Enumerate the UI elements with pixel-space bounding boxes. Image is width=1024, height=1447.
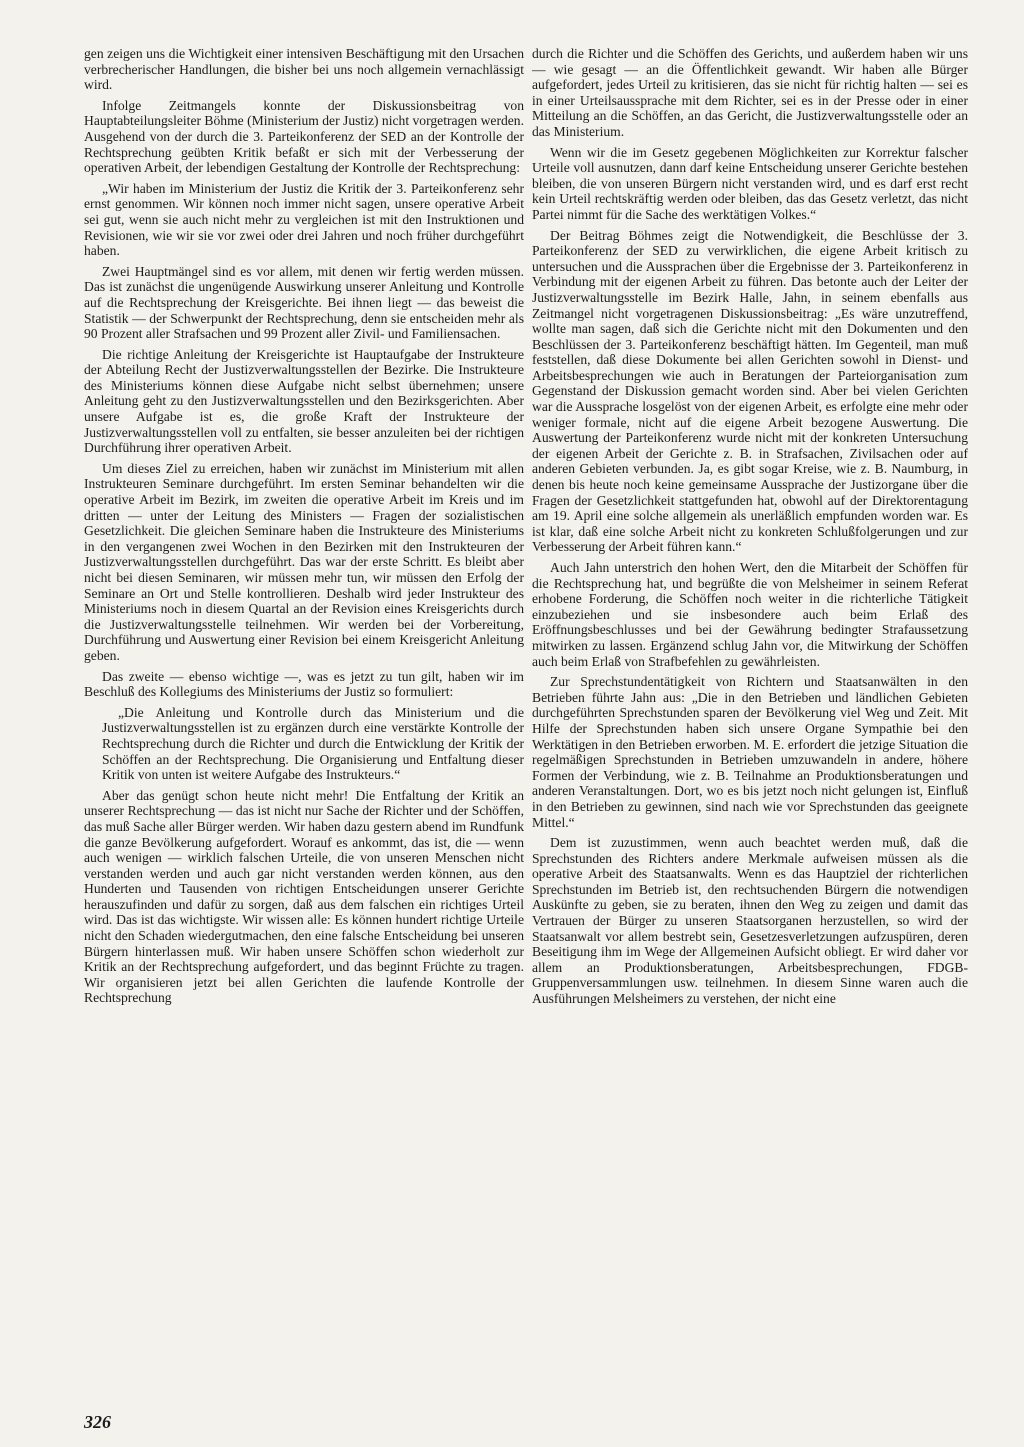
paragraph: Die richtige Anleitung der Kreisgerichte ist Hauptaufgabe der Instrukteure der Abteilung Recht der Justizverwaltungsstellen der Bezirke. Die Instrukteure des Ministeriums können diese Aufgabe nicht selbst übernehmen; unsere Anleitung geht zu den Justizverwaltungsstellen und den Bezirksgerichten. Aber unsere Aufgabe ist es, die große Kraft der Instrukteure der Justizverwaltungsstellen voll zu entfalten, sie besser anzuleiten bei der richtigen Durchführung ihrer operativen Arbeit. — [84, 346, 524, 456]
paragraph: Wenn wir die im Gesetz gegebenen Möglichkeiten zur Korrektur falscher Urteile voll ausnutzen, dann darf keine Entscheidung unserer Gerichte bestehen bleiben, die von unseren Bürgern nicht verstanden wird, und es darf erst recht kein Urteil rechtskräftig werden oder bleiben, das das Gesetz verletzt, das nicht Partei nimmt für die Sache des werktätigen Volkes.“ — [532, 144, 968, 222]
paragraph: Zur Sprechstundentätigkeit von Richtern und Staatsanwälten in den Betrieben führte Jahn aus: „Die in den Betrieben und ländlichen Gebieten durchgeführten Sprechstunden sparen der Bevölkerung viel Weg und Zeit. Mit Hilfe der Sprechstunden haben sich unsere Organe Sympathie bei den Werktätigen in den Betrieben erworben. M. E. erfordert die jetzige Situation die regelmäßigen Sprechstunden in Betrieben umzuwandeln in andere, höhere Formen der Verbindung, wie z. B. Teilnahme an Produktionsberatungen und anderen Veranstaltungen. Dort, wo es bis jetzt noch nicht gelungen ist, Einfluß in den Betrieben zu gewinnen, sind nach wie vor Sprechstunden das geeignete Mittel.“ — [532, 674, 968, 830]
paragraph: Zwei Hauptmängel sind es vor allem, mit denen wir fertig werden müssen. Das ist zunächst die ungenügende Auswirkung unserer Anleitung und Kontrolle auf die Rechtsprechung der Kreisgerichte. Bei ihnen liegt — das beweist die Statistik — der Schwerpunkt der Rechtsprechung, denn sie entscheiden mehr als 90 Prozent aller Strafsachen und 99 Prozent aller Zivil- und Familiensachen. — [84, 263, 524, 342]
page-number: 326 — [84, 1412, 111, 1432]
left-column — [84, 46, 524, 1011]
paragraph: Dem ist zuzustimmen, wenn auch beachtet werden muß, daß die Sprechstunden des Richters andere Merkmale aufweisen müssen als die operative Arbeit des Staatsanwalts. Wenn es das Hauptziel der richterlichen Sprechstunden im Betrieb ist, den rechtsuchenden Bürgern die notwendigen Auskünfte zu geben, sie zu beraten, ihnen den Weg zu zeigen und damit das Vertrauen der Bürger zu unseren Staatsorganen herzustellen, so wird der Staatsanwalt vor allem bestrebt sein, Gesetzesverletzungen aufzuspüren, deren Beseitigung ihm im Wege der Allgemeinen Aufsicht obliegt. Er wird daher vor allem an Produktionsberatungen, Arbeitsbesprechungen, FDGB-Gruppenversammlungen usw. teilnehmen. In diesem Sinne waren auch die Ausführungen Melsheimers zu verstehen, der nicht eine — [532, 835, 968, 1007]
paragraph: Aber das genügt schon heute nicht mehr! Die Entfaltung der Kritik an unserer Rechtsprechung — das ist nicht nur Sache der Richter und der Schöffen, das muß Sache aller Bürger werden. Wir haben dazu gestern abend im Rundfunk die ganze Bevölkerung aufgefordert. Worauf es ankommt, das ist, die — wenn auch wenigen — wirklich falschen Urteile, die von unseren Menschen nicht verstanden werden und auch gar nicht verstanden werden können, aus den Hunderten und Tausenden von richtigen Entscheidungen unserer Gerichte herauszufinden und dafür zu sorgen, daß aus dem falschen ein richtiges Urteil wird. Das ist das wichtigste. Wir wissen alle: Es können hundert richtige Urteile nicht den Schaden wiedergutmachen, den eine falsche Entscheidung bei unseren Bürgern hinterlassen muß. Wir haben unsere Schöffen schon wiederholt zur Kritik an der Rechtsprechung aufgefordert, und das beginnt Früchte zu tragen. Wir organisieren jetzt bei allen Gerichten die laufende Kontrolle der Rechtsprechung — [84, 787, 524, 1006]
paragraph: „Wir haben im Ministerium der Justiz die Kritik der 3. Parteikonferenz sehr ernst genommen. Wir können noch immer nicht sagen, unsere operative Arbeit sei gut, wenn sie auch nicht mehr zu vergleichen ist mit den Instruktionen und Revisionen, wie wir sie vor zwei oder drei Jahren und noch früher durchgeführt haben. — [84, 180, 524, 259]
quoted-resolution: „Die Anleitung und Kontrolle durch das Ministerium und die Justizverwaltungsstellen ist zu ergänzen durch eine verstärkte Kontrolle der Rechtsprechung durch die Richter und durch die Entwicklung der Kritik der Schöffen an der Rechtsprechung. Die Organisierung und Entfaltung dieser Kritik von unten ist weitere Aufgabe des Instrukteurs.“ — [102, 704, 524, 783]
paragraph: durch die Richter und die Schöffen des Gerichts, und außerdem haben wir uns — wie gesagt — an die Öffentlichkeit gewandt. Wir haben alle Bürger aufgefordert, jedes Urteil zu kritisieren, das sie nicht für richtig halten — sei es in einer Urteilsaussprache mit dem Richter, sei es in der Presse oder in einer Mitteilung an die Schöffen, an das Gericht, die Justizverwaltungsstelle oder an das Ministerium. — [532, 46, 968, 139]
paragraph: Auch Jahn unterstrich den hohen Wert, den die Mitarbeit der Schöffen für die Rechtsprechung hat, und begrüßte die von Melsheimer in seinem Referat erhobene Forderung, die Schöffen noch weiter in die richterliche Tätigkeit einzubeziehen und sie insbesondere auch beim Erlaß des Eröffnungsbeschlusses und bei der Gewährung bedingter Strafaussetzung mitwirken zu lassen. Ergänzend schlug Jahn vor, die Mitwirkung der Schöffen auch beim Erlaß von Strafbefehlen zu gewährleisten. — [532, 560, 968, 669]
paragraph: gen zeigen uns die Wichtigkeit einer intensiven Beschäftigung mit den Ursachen verbrecherischer Handlungen, die bisher bei uns noch allgemein vernachlässigt wird. — [84, 46, 524, 93]
right-column — [532, 46, 968, 1012]
paragraph: Um dieses Ziel zu erreichen, haben wir zunächst im Ministerium mit allen Instrukteuren Seminare durchgeführt. Im ersten Seminar behandelten wir die operative Arbeit im Bezirk, im zweiten die operative Arbeit im Kreis und im dritten — unter der Leitung des Ministers — Fragen der sozialistischen Gesetzlichkeit. Die gleichen Seminare haben die Instrukteure des Ministeriums in den vergangenen zwei Wochen in den Bezirken mit den Instrukteuren der Justizverwaltungsstellen durchgeführt. Das war der erste Schritt. Es bleibt aber nicht bei diesen Seminaren, wir müssen mehr tun, wir müssen den Erfolg der Seminare an Ort und Stelle kontrollieren. Deshalb wird jeder Instrukteur des Ministeriums noch in diesem Quartal an der Revision eines Kreisgerichts durch die Justizverwaltungsstelle teilnehmen. Wir werden bei der Vorbereitung, Durchführung und Auswertung einer Revision bei einem Kreisgericht Anleitung geben. — [84, 460, 524, 663]
paragraph: Infolge Zeitmangels konnte der Diskussionsbeitrag von Hauptabteilungsleiter Böhme (Ministerium der Justiz) nicht vorgetragen werden. Ausgehend von der durch die 3. Parteikonferenz der SED an der Kontrolle der Rechtsprechung geübten Kritik befaßt er sich mit der Verbesserung der operativen Arbeit, der lebendigen Gestaltung der Kontrolle der Rechtsprechung: — [84, 97, 524, 176]
paragraph: Das zweite — ebenso wichtige —, was es jetzt zu tun gilt, haben wir im Beschluß des Kollegiums des Ministeriums der Justiz so formuliert: — [84, 668, 524, 700]
paragraph: Der Beitrag Böhmes zeigt die Notwendigkeit, die Beschlüsse der 3. Parteikonferenz der SED zu verwirklichen, die eigene Arbeit kritisch zu untersuchen und die Aussprachen über die Ergebnisse der 3. Parteikonferenz in Verbindung mit der eigenen Arbeit zu führen. Das betonte auch der Leiter der Justizverwaltungsstelle im Bezirk Halle, Jahn, in seinem ebenfalls aus Zeitmangel nicht vorgetragenen Diskussionsbeitrag: „Es wäre unzutreffend, wollte man sagen, daß sich die Gerichte nicht mit den Dokumenten und den Beschlüssen der 3. Parteikonferenz beschäftigt hätten. Im Gegenteil, man muß feststellen, daß diese Dokumente bei allen Gerichten sowohl in Dienst- und Arbeitsbesprechungen wie auch in Beratungen der Parteiorganisation zum Gegenstand der Diskussion gemacht worden sind. Aber bei vielen Gerichten war die Aussprache losgelöst von der eigenen Arbeit, es erfolgte eine mehr oder weniger formale, nicht auf die eigene Arbeit bezogene Auswertung. Die Auswertung der Parteikonferenz wurde nicht mit der konkreten Untersuchung der eigenen Arbeit der Gerichte z. B. in Strafsachen, Zivilsachen oder auf anderen Gebieten verbunden. Ja, es gibt sogar Kreise, wie z. B. Naumburg, in denen bis heute noch keine gemeinsame Aussprache der Justizorgane über die Fragen der Gesetzlichkeit stattgefunden hat, obwohl auf der Direktorentagung am 19. April eine solche allgemein als unerläßlich empfunden worden war. Es ist klar, daß eine solche Arbeit nicht zu konkreten Schlußfolgerungen und zur Verbesserung der Arbeit führen kann.“ — [532, 227, 968, 555]
